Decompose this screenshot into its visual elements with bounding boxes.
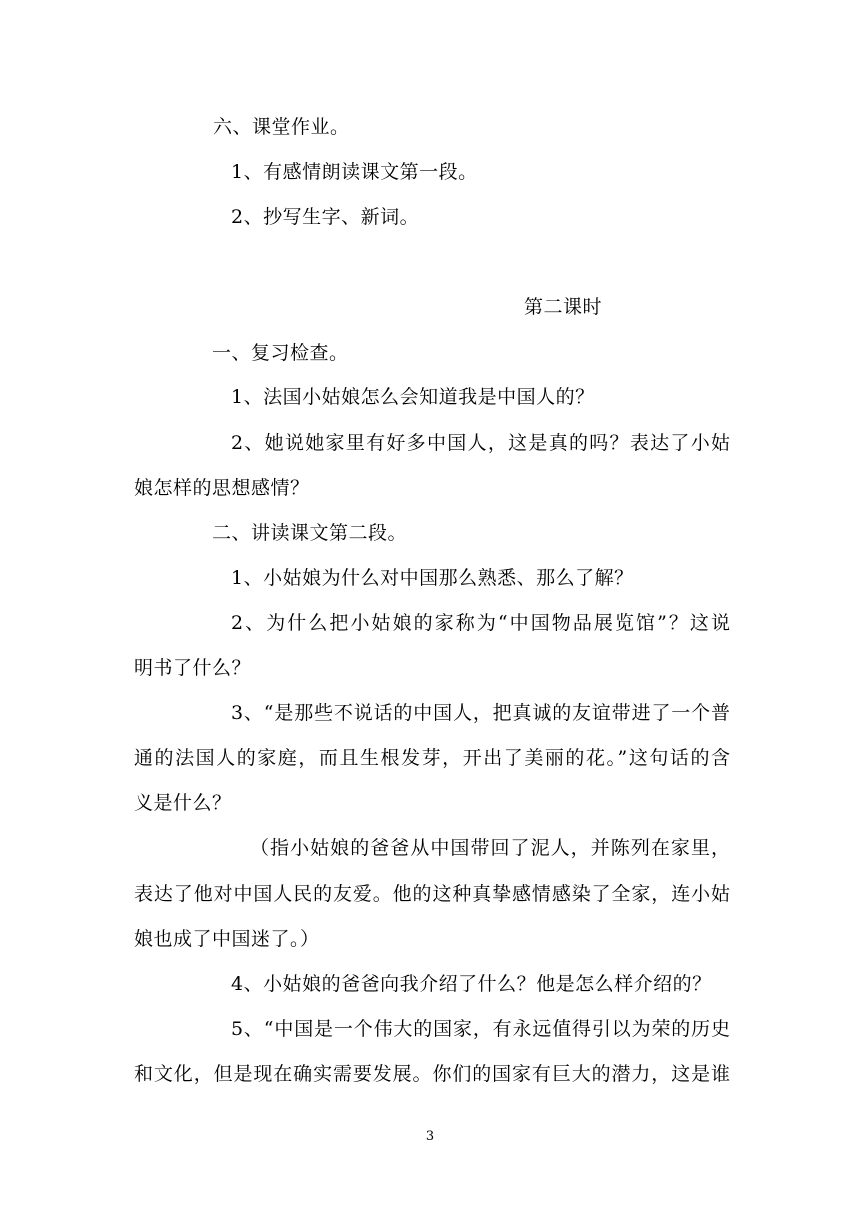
review-question-2-line-2: 娘怎样的思想感情？ (134, 477, 310, 499)
review-question-2-line-1: 2、她说她家里有好多中国人，这是真的吗？表达了小姑 (231, 432, 730, 454)
section-heading-classwork: 六、课堂作业。 (213, 116, 350, 138)
section-heading-second-paragraph: 二、讲读课文第二段。 (212, 522, 408, 544)
paragraph-question-2-line-2: 明书了什么？ (134, 657, 252, 679)
paragraph-question-5-line-1: 5、“中国是一个伟大的国家，有永远值得引以为荣的历史 (231, 1018, 730, 1040)
paragraph-question-3-line-2: 通的法国人的家庭，而且生根发芽，开出了美丽的花。”这句话的含 (134, 747, 730, 769)
paragraph-question-4: 4、小姑娘的爸爸向我介绍了什么？他是怎么样介绍的？ (231, 973, 712, 995)
paragraph-question-2-line-1: 2、为什么把小姑娘的家称为“中国物品展览馆”？这说 (231, 612, 730, 634)
section-heading-review: 一、复习检查。 (212, 342, 349, 364)
page-number: 3 (425, 1129, 435, 1144)
answer-note-line-2: 表达了他对中国人民的友爱。他的这种真挚感情感染了全家，连小姑 (134, 883, 730, 905)
paragraph-question-5-line-2: 和文化，但是现在确实需要发展。你们的国家有巨大的潜力，这是谁 (134, 1063, 730, 1085)
answer-note-line-1: （指小姑娘的爸爸从中国带回了泥人，并陈列在家里， (250, 837, 730, 859)
lesson-heading-second-period: 第二课时 (524, 296, 603, 318)
paragraph-question-1: 1、小姑娘为什么对中国那么熟悉、那么了解？ (231, 567, 634, 589)
answer-note-line-3: 娘也成了中国迷了。） (134, 928, 320, 950)
classwork-item-2: 2、抄写生字、新词。 (231, 206, 420, 228)
review-question-1: 1、法国小姑娘怎么会知道我是中国人的？ (231, 386, 595, 408)
classwork-item-1: 1、有感情朗读课文第一段。 (231, 161, 478, 183)
paragraph-question-3-line-1: 3、“是那些不说话的中国人，把真诚的友谊带进了一个普 (231, 702, 730, 724)
paragraph-question-3-line-3: 义是什么？ (134, 792, 232, 814)
